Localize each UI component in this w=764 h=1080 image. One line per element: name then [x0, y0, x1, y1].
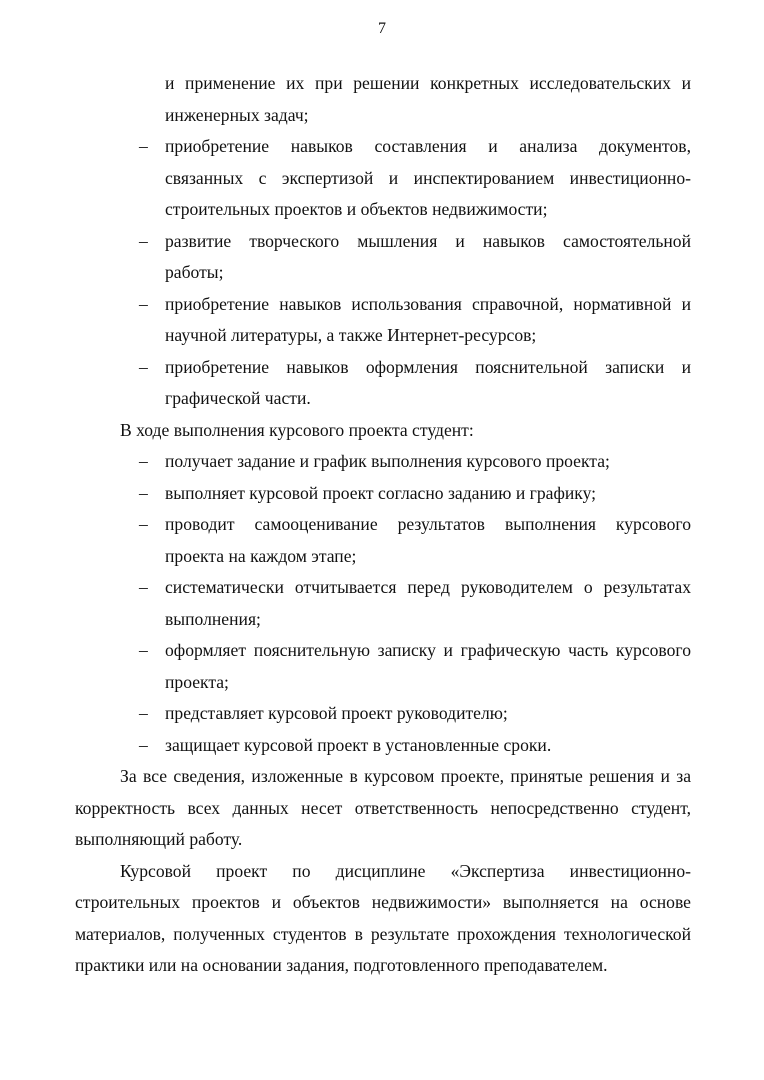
dash-bullet: –	[139, 136, 148, 156]
list-item	[75, 352, 691, 415]
text-line: работы;	[165, 262, 224, 282]
text-line: графической части.	[165, 388, 311, 408]
text-line: проводит самооценивание результатов выполнения курсового	[165, 514, 691, 534]
page-number: 7	[378, 20, 386, 37]
list-item	[75, 572, 691, 635]
text-line: научной литературы, а также Интернет-ресурсов;	[165, 325, 537, 345]
text-line: защищает курсовой проект в установленные сроки.	[165, 734, 552, 755]
text-line: приобретение навыков составления и анализа документов,	[165, 136, 691, 156]
text-line: материалов, полученных студентов в результате прохождения технологической	[75, 923, 691, 944]
text-line: выполнения;	[165, 608, 261, 629]
text-line: выполняющий работу.	[75, 829, 243, 849]
dash-bullet: –	[139, 514, 148, 534]
list-item	[75, 131, 691, 226]
dash-bullet: –	[139, 230, 148, 251]
text-line: получает задание и график выполнения курсового проекта;	[165, 451, 610, 471]
text-line: приобретение навыков использования справочной, нормативной и	[165, 293, 691, 314]
dash-bullet: –	[139, 703, 148, 723]
list-item	[75, 226, 691, 289]
text-line: представляет курсовой проект руководителю;	[165, 703, 508, 723]
text-line: и применение их при решении конкретных исследовательских и	[165, 73, 691, 93]
dash-bullet: –	[139, 640, 148, 660]
text-line: За все сведения, изложенные в курсовом проекте, принятые решения и за	[120, 766, 691, 786]
list-item	[75, 698, 691, 730]
text-line: связанных с экспертизой и инспектированием инвестиционно-	[165, 167, 691, 188]
text-line: практики или на основании задания, подготовленного преподавателем.	[75, 955, 608, 975]
list-item	[75, 446, 691, 478]
dash-bullet: –	[139, 482, 148, 503]
dash-bullet: –	[139, 356, 148, 377]
text-line: корректность всех данных несет ответственность непосредственно студент,	[75, 797, 691, 818]
goals-list	[75, 131, 691, 415]
text-line: строительных проектов и объектов недвижимости;	[165, 199, 548, 219]
text-line: проекта на каждом этапе;	[165, 545, 357, 566]
list-item-continuation	[75, 68, 691, 131]
list-item	[75, 730, 691, 762]
student-heading: В ходе выполнения курсового проекта студент:	[120, 419, 474, 440]
dash-bullet: –	[139, 577, 148, 597]
text-line: выполняет курсовой проект согласно заданию и графику;	[165, 482, 597, 503]
dash-bullet: –	[139, 293, 148, 314]
text-line: Курсовой проект по дисциплине «Экспертиза инвестиционно-	[120, 860, 691, 881]
list-item	[75, 478, 691, 510]
text-line: оформляет пояснительную записку и графическую часть курсового	[165, 640, 691, 660]
text-line: развитие творческого мышления и навыков самостоятельной	[165, 230, 691, 251]
basis-paragraph	[75, 856, 691, 982]
list-item	[75, 635, 691, 698]
dash-bullet: –	[139, 734, 148, 755]
list-item	[75, 289, 691, 352]
text-line: систематически отчитывается перед руководителем о результатах	[165, 577, 691, 597]
responsibility-paragraph	[75, 761, 691, 856]
text-line: приобретение навыков оформления пояснительной записки и	[165, 356, 691, 377]
text-line: проекта;	[165, 671, 229, 692]
text-line: строительных проектов и объектов недвижимости» выполняется на основе	[75, 892, 691, 912]
dash-bullet: –	[139, 451, 148, 471]
text-line: инженерных задач;	[165, 104, 309, 125]
student-duties-list	[75, 446, 691, 761]
document-body	[75, 68, 691, 982]
list-item	[75, 509, 691, 572]
